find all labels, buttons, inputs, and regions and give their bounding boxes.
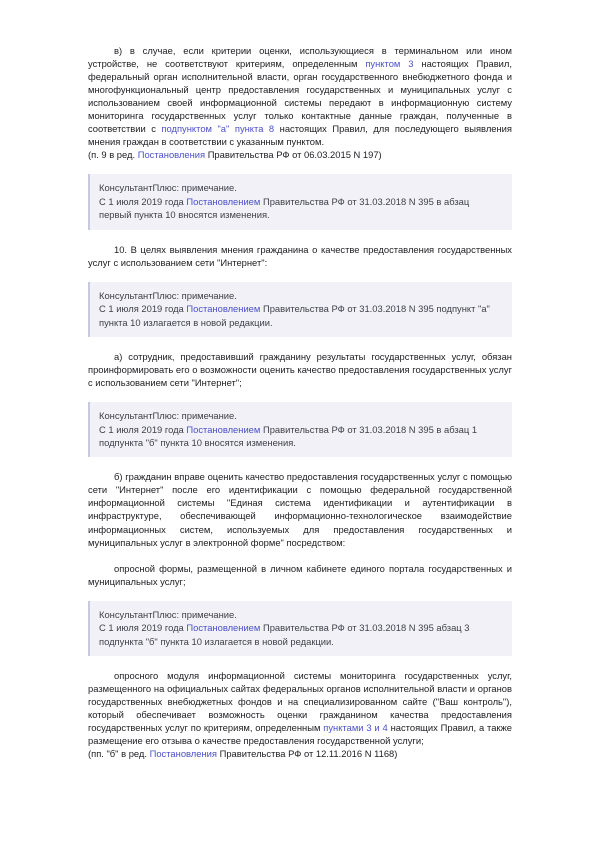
text-run: С 1 июля 2019 года — [99, 423, 187, 435]
link-postanovleniya-197[interactable]: Постановления — [137, 149, 206, 161]
text-run: б) гражданин вправе оценить качество предоставления государственных услуг с помощью сети "Интернет" после его идентификации с помощью федеральной государственной информационной системы "Единая система идентификации и аутентификации в инфраструктуре, обеспечивающей информационно-технологическое взаимодействие информационных систем, используемых для предоставления государственных и муниципальных услуг в электронной форме" посредством: — [88, 471, 512, 548]
link-punkt-3[interactable]: пунктом 3 — [365, 58, 414, 70]
link-punktami-3-i-4[interactable]: пунктами 3 и 4 — [323, 722, 388, 734]
text-run: (пп. "б" в ред. — [88, 748, 150, 760]
link-postanovleniem-395[interactable]: Постановлением — [186, 303, 261, 315]
consultant-note-1 — [88, 174, 512, 229]
text-run: (п. 9 в ред. — [88, 149, 138, 161]
note-text — [99, 621, 503, 648]
note-text — [99, 302, 503, 329]
link-postanovleniem-395[interactable]: Постановлением — [186, 195, 261, 207]
link-postanovleniem-395[interactable]: Постановлением — [186, 423, 261, 435]
reference-p9 — [88, 148, 512, 161]
link-postanovleniya-1168[interactable]: Постановления — [149, 748, 217, 760]
text-run: С 1 июля 2019 года — [99, 195, 187, 207]
link-postanovleniem-395[interactable]: Постановлением — [186, 622, 261, 634]
text-run: Правительства РФ от 31.03.2018 N 395 абзац 3 подпункта "б" пункта 10 излагается в новой редакции. — [99, 622, 470, 647]
text-run: настоящих Правил, а также размещение его отзыва о качестве предоставления государственной услуги; — [88, 722, 512, 747]
text-run: Правительства РФ от 06.03.2015 N 197) — [205, 149, 382, 161]
note-title: КонсультантПлюс: примечание. — [99, 182, 237, 194]
text-run: Правительства РФ от 31.03.2018 N 395 в абзац 1 подпункта "б" пункта 10 вносятся изменения. — [99, 423, 478, 448]
text-run: С 1 июля 2019 года — [99, 303, 187, 315]
reference-pp-b — [88, 747, 512, 760]
text-run: 10. В целях выявления мнения гражданина о качестве предоставления государственных услуг с использованием сети "Интернет": — [88, 243, 512, 268]
consultant-note-4 — [88, 601, 512, 656]
consultant-note-3 — [88, 402, 512, 457]
text-run: С 1 июля 2019 года — [99, 622, 187, 634]
paragraph-10 — [88, 243, 512, 269]
paragraph-subitem-a — [88, 350, 512, 389]
paragraph-v — [88, 44, 512, 148]
paragraph-survey-module — [88, 669, 512, 747]
note-title: КонсультантПлюс: примечание. — [99, 410, 237, 422]
text-run: настоящих Правил, федеральный орган исполнительной власти, орган государственного внебюджетного фонда и многофункциональный центр предоставления государственных и муниципальных услуг с использованием своей информационной системы передают в информационную систему мониторинга государственных услуг только контактные данные граждан, полученные в соответствии с — [88, 58, 512, 135]
paragraph-survey-form — [88, 562, 512, 588]
note-title: КонсультантПлюс: примечание. — [99, 289, 237, 301]
text-run: опросной формы, размещенной в личном кабинете единого портала государственных и муниципальных услуг; — [88, 562, 512, 587]
note-title: КонсультантПлюс: примечание. — [99, 608, 237, 620]
consultant-note-2 — [88, 282, 512, 337]
note-text — [99, 423, 503, 450]
text-run: Правительства РФ от 12.11.2016 N 1168) — [216, 748, 398, 760]
text-run: в) в случае, если критерии оценки, использующиеся в терминальном или ином устройстве, не соответствуют критериям, определенным — [88, 45, 512, 70]
document-body — [88, 44, 512, 760]
text-run: настоящих Правил, для последующего выявления мнения граждан в соответствии с указанным пунктом. — [88, 123, 512, 148]
text-run: Правительства РФ от 31.03.2018 N 395 в абзац первый пункта 10 вносятся изменения. — [99, 195, 470, 221]
note-text — [99, 195, 503, 222]
text-run: опросного модуля информационной системы мониторинга государственных услуг, размещенного на официальных сайтах федеральных органов исполнительной власти и органов государственных внебюджетных фондов и на специализированном сайте ("Ваш контроль"), который обеспечивает возможность оценки гражданином качества предоставления государственных услуг по критериям, определенным — [88, 669, 512, 734]
text-run: Правительства РФ от 31.03.2018 N 395 подпункт "а" пункта 10 излагается в новой редакции. — [99, 303, 490, 328]
text-run: а) сотрудник, предоставивший гражданину результаты государственных услуг, обязан проинформировать его о возможности оценить качество предоставления государственных услуг с использованием сети "Интернет"; — [88, 350, 512, 389]
paragraph-subitem-b — [88, 470, 512, 548]
link-podpunkt-a-punkta-8[interactable]: подпунктом "а" пункта 8 — [161, 123, 275, 135]
